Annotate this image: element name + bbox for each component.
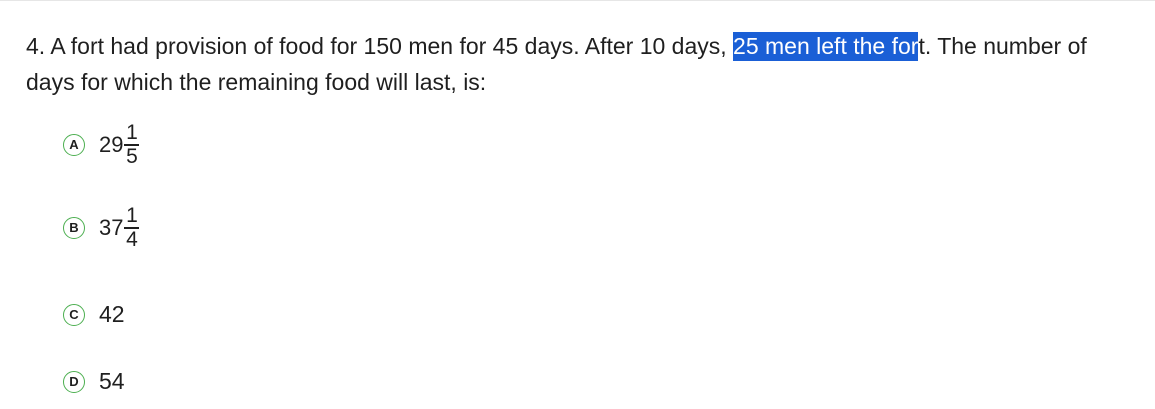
option-d[interactable]	[63, 368, 125, 395]
option-a-whole: 29	[99, 131, 124, 157]
selected-text-highlight[interactable]: 25 men left the for	[733, 33, 919, 59]
question-text-after: t. The number of days for which the remaining food will last, is:	[26, 33, 1087, 95]
option-a-badge[interactable]	[63, 134, 85, 156]
option-a-denominator: 5	[126, 144, 138, 168]
question-text	[26, 28, 1136, 100]
option-d-badge[interactable]	[63, 371, 85, 393]
option-c-value: 42	[99, 301, 125, 327]
option-b-whole: 37	[99, 214, 124, 240]
option-b-denominator: 4	[126, 227, 138, 251]
option-b-badge[interactable]	[63, 217, 85, 239]
option-d-letter: D	[69, 374, 79, 389]
option-b-value	[99, 205, 139, 251]
option-a[interactable]	[63, 122, 139, 168]
option-a-letter: A	[69, 137, 79, 153]
option-c-letter: C	[69, 307, 79, 322]
option-b-numerator: 1	[126, 204, 138, 227]
option-c[interactable]	[63, 301, 125, 328]
option-a-fraction	[124, 122, 139, 168]
option-b[interactable]	[63, 205, 139, 251]
question-number: 4.	[26, 33, 46, 59]
question-text-before: A fort had provision of food for 150 men for 45 days. After 10 days,	[50, 33, 727, 59]
option-d-value: 54	[99, 368, 125, 394]
option-c-badge[interactable]	[63, 304, 85, 326]
option-a-value	[99, 122, 139, 168]
option-b-letter: B	[69, 220, 79, 236]
top-divider	[0, 0, 1155, 1]
option-a-numerator: 1	[126, 121, 138, 144]
option-b-fraction	[124, 205, 139, 251]
